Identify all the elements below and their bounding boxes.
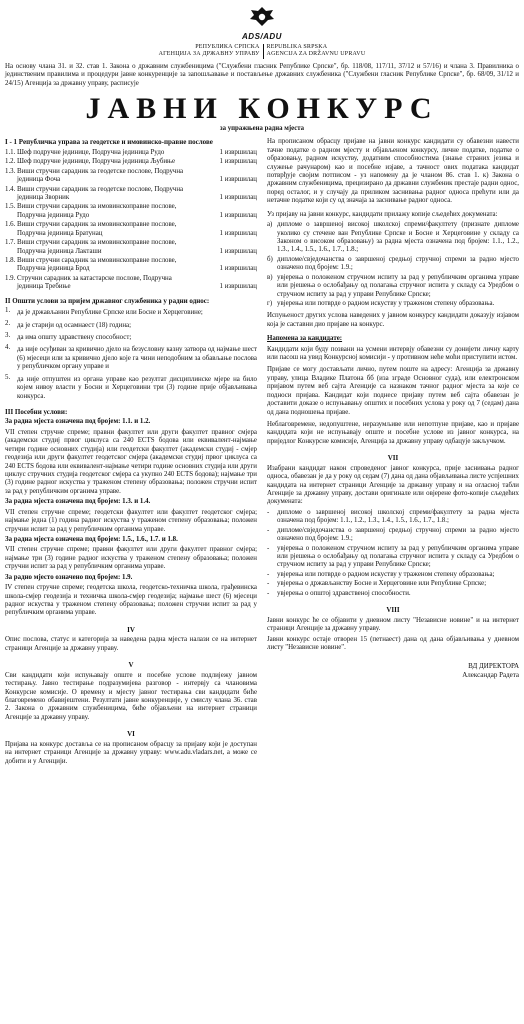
- position-title: Стручни сарадник за катастарске послове, Подручна јединица Требиње: [17, 274, 172, 291]
- logo-text: ADS/ADU: [242, 32, 282, 42]
- section-IV-text: Опис послова, статус и категорија за наведена радна мјеста налази се на интернет страници Агенције за државну управу.: [5, 636, 257, 652]
- position-quantity: 1 извршилац: [219, 211, 257, 219]
- position-quantity: 1 извршилац: [219, 265, 257, 273]
- position-title: Виши стручни сарадник за имовинскоправне послове, Подручна јединица Братунац: [17, 221, 177, 237]
- special-1-text: VII степен стручне спреме; правни факултет или други факултет правног смјера (академски студиј првог циклуса са 240 ECTS бодова или еквивалент-најмање четири године основних студија) или геодетски факултет (академски студиј - смјер геодезија или други факултет геодетског смјера (академски студиј првог циклуса са 240 ECTS бодова или еквивалент-најмање четири године основних студија или други циклус стручних студија геодетског смјера са укупно 240 ECTS бодова); најмање три (3) године радног искуства у траженом степену образовања; положен стручни испит за рад у републичким органима управе.: [5, 428, 257, 495]
- position-item: [5, 221, 257, 238]
- position-number: 1.8.: [5, 256, 16, 264]
- republic-name-latin: REPUBLIKA SRPSKA: [266, 44, 328, 51]
- list-text: увјерења или потврде о радном искуству у траженом степену образовања;: [277, 570, 495, 578]
- general-conditions-list: [5, 307, 257, 403]
- position-quantity: 1 извршилац: [219, 176, 257, 184]
- list-text: дипломе о завршеној високој школској спреми/факултету (признате дипломе уколико су стечене ван Републике Српске и Босне и Херцеговине у складу са Законом о високом образовању) за радна мјеста означена под бројем: 1.1., 1.2., 1.3., 1.4., 1.5., 1.6., 1.7., 1.8.;: [277, 221, 519, 254]
- signature-block: [267, 662, 519, 679]
- position-item: [5, 203, 257, 220]
- general-condition-item: [5, 374, 257, 403]
- section-III-heading: III Посебни услови:: [5, 407, 68, 416]
- position-number: 1.3.: [5, 167, 16, 175]
- special-1-heading: За радна мјеста означена под бројем: 1.1. и 1.2.: [5, 418, 151, 426]
- documents-note: Испуњеност других услова наведених у јавном конкурсу кандидати доказују изјавом која је саставни дио пријаве на конкурс.: [267, 312, 519, 328]
- list-marker: -: [267, 580, 270, 588]
- general-condition-item: [5, 320, 257, 332]
- position-quantity: 1 извршилац: [219, 247, 257, 255]
- special-3-text: VII степен стручне спреме; правни факултет или други факултет правног смјера; најмање три (3) године радног искуства у траженом степену образовања; положен стручни испит за рад у републичким органима управе.: [5, 546, 257, 571]
- list-text: увјерења о положеном стручном испиту за рад у републичким органима управе или рјешења о ослобађању од полагања стручног испита у складу са Уредбом о стручном испиту за рад у управи Републике Српске;: [277, 544, 519, 569]
- document-item: [267, 274, 519, 299]
- condition-number: 3.: [5, 332, 11, 339]
- republic-name-cyrillic: РЕПУБЛИКА СРПСКА: [195, 44, 260, 51]
- position-title: Виши стручни сарадник за имовинскоправне послове, Подручна јединица Брод: [17, 256, 177, 273]
- position-quantity: 1 извршилац: [219, 283, 257, 291]
- agency-logo-icon: [247, 6, 277, 30]
- position-item: [5, 149, 257, 157]
- condition-text: да је држављанин Републике Српске или Босне и Херцеговине;: [17, 309, 203, 317]
- condition-number: 2.: [5, 319, 11, 327]
- documents-intro: Уз пријаву на јавни конкурс, кандидати прилажу копије сљедећих докумената:: [267, 210, 498, 218]
- list-text: дипломе о завршеној високој школској спреми/факултету за радна мјеста означена под бројем: 1.1., 1.2., 1.3., 1.4., 1.5., 1.6., 1.7., 1.8.;: [277, 508, 519, 525]
- special-4-heading: За радно мјесто означено под бројем: 1.9.: [5, 573, 133, 581]
- final-document-item: [267, 580, 519, 588]
- document-title: ЈАВНИ КОНКУРС: [85, 92, 439, 126]
- application-form-text: На прописаном обрасцу пријаве на јавни конкурс кандидати су обавезни навести тачне податке о радном мјесту и објављеном конкурсу, личне податке, податке о образовању, радном искуству, додатним способностима (знање страних језика и служење рачунаром) као и посебне изјаве, а тачност ових података кандидат потврђује својим потписом - уз напомену да је чланом 86. став 1. к) Закона о државним службеницима, прецизирано да државни службеник престаје радни однос, поред осталог, и у случају да приликом заснивања радног односа прећути или да нетачне податке који су од значаја за заснивање радног односа.: [267, 138, 519, 205]
- list-marker: -: [267, 544, 270, 552]
- section-VI-text: Пријава на конкурс доставља се на прописаном обрасцу за пријаву који је доступан на интернет страници Агенције за државну управу: www.adu.vladars.net, а може се добити и у Агенцији.: [5, 740, 257, 765]
- position-number: 1.7.: [5, 239, 16, 247]
- section-VII-heading: VII: [387, 454, 399, 463]
- list-text: увјерења или потврде о радном искуству у траженом степену образовања.: [277, 299, 495, 307]
- intro-paragraph: На основу члана 31. и 32. став 1. Закона о државним службеницима ("Службени гласник Републике Српске", бр. 118/08, 117/11, 37/12 и 57/16) и члана 3. Правилника о јединственим правилима и процедури јавне конкуренције за запошљавање и постављење државних службеника ("Службени гласник Републике Српске", бр. 68/09, 31/12 и 24/15) Агенција за државну управу, расписује: [5, 62, 519, 87]
- position-number: 1.6.: [5, 221, 16, 229]
- section-IV-heading: IV: [127, 625, 135, 634]
- list-marker: б): [267, 255, 273, 263]
- final-document-item: [267, 527, 519, 544]
- final-document-item: [267, 590, 519, 598]
- left-column: [5, 136, 257, 768]
- final-document-item: [267, 545, 519, 570]
- special-3-heading: За радна мјеста означена под бројем: 1.5., 1.6., 1.7. и 1.8.: [5, 535, 178, 543]
- final-document-item: [267, 571, 519, 579]
- position-item: [5, 158, 257, 166]
- position-item: [5, 186, 257, 203]
- section-VIII-text-1: Јавни конкурс ће се објавити у дневном листу "Независне новине" и на интернет страници Агенције за државну управу.: [267, 616, 519, 633]
- position-title: Виши стручни сарадник за имовинскоправне послове, Подручна јединица Рудо: [17, 203, 177, 219]
- general-condition-item: [5, 332, 257, 344]
- note-text-3: Неблаговремене, недопуштене, неразумљиве или непотпуне пријаве, као и пријаве кандидата који не испуњавају опште и посебне услове из јавног конкурса, на приједлог Конкурсне комисије, Агенција за државну управу одбацује закључком.: [267, 421, 519, 445]
- agency-name-cyrillic: АГЕНЦИЈА ЗА ДРЖАВНУ УПРАВУ: [158, 51, 260, 58]
- condition-number: 4.: [5, 344, 11, 352]
- section-V-heading: V: [128, 661, 134, 670]
- position-quantity: 1 извршилац: [219, 229, 257, 237]
- position-item: [5, 239, 257, 256]
- condition-number: 1.: [5, 307, 11, 315]
- signature-title: ВД ДИРЕКТОРА: [468, 662, 519, 671]
- position-number: 1.2.: [5, 158, 16, 166]
- section-VI-heading: VI: [127, 730, 135, 739]
- condition-text: да је старији од осамнаест (18) година;: [17, 321, 132, 329]
- list-marker: -: [267, 508, 270, 516]
- position-title: Виши стручни сарадник за геодетске послове, Подручна јединица Фоча: [17, 167, 184, 184]
- position-quantity: 1 извршилац: [219, 193, 257, 201]
- list-text: дипломе/свједочанства о завршеној средњој стручној спреми за радно мјесто означено под бројем: 1.9.;: [277, 255, 519, 272]
- list-text: дипломе/свједочанства о завршеној средњој стручној спреми за радно мјесто означено под бројем: 1.9.;: [277, 526, 519, 543]
- section-VIII-text-2: Јавни конкурс остаје отворен 15 (петнаест) дана од дана објављивања у дневном листу "Независне новине".: [267, 635, 519, 651]
- general-condition-item: [5, 307, 257, 319]
- list-marker: -: [267, 589, 270, 597]
- list-marker: а): [267, 221, 273, 229]
- general-condition-item: [5, 344, 257, 373]
- position-item: [5, 257, 257, 274]
- position-number: 1.5.: [5, 203, 16, 211]
- list-marker: г): [267, 299, 273, 307]
- condition-text: да није осуђиван за кривично дјело на безусловну казну затвора од најмање шест (6) мјесеци или за кривично дјело које га чини неподобним за обављање послова у републичком органу управе и: [17, 346, 257, 371]
- special-2-heading: За радна мјеста означена под бројем: 1.3. и 1.4.: [5, 498, 151, 506]
- final-documents-list: [267, 509, 519, 598]
- note-text-2: Пријаве се могу достављати лично, путем поште на адресу: Агенција за државну управу, улица Владике Платона бб (иза зграде Основног суда), или електронском пријавом путем веб сајта Агенције са назнаком тачног радног мјеста за које се подноси пријава. Кандидат који поднесе пријаву путем веб сајта обавезан је доставити доказе о испуњавању општих и посебних услова у року од 7 (седам) дана од дана подношења пријаве.: [267, 366, 519, 416]
- position-number: 1.1.: [5, 148, 16, 156]
- list-marker: -: [267, 526, 270, 534]
- documents-list: [267, 221, 519, 308]
- document-subtitle: за упражњена радна мјеста: [219, 125, 305, 133]
- list-marker: в): [267, 273, 273, 281]
- condition-text: да има општу здравствену способност;: [17, 334, 132, 341]
- signature-name: Александар Радета: [462, 670, 519, 679]
- position-item: [5, 168, 257, 185]
- position-title: Шеф подручне јединице, Подручна јединица Љубиње: [17, 158, 176, 166]
- final-document-item: [267, 509, 519, 526]
- section-II-heading: II Општи услови за пријем државног службеника у радни однос:: [5, 296, 210, 305]
- list-marker: -: [267, 570, 270, 578]
- condition-number: 5.: [5, 373, 11, 381]
- positions-list: [5, 149, 257, 292]
- right-column: [267, 136, 519, 768]
- document-item: [267, 221, 519, 255]
- section-VIII-heading: VIII: [386, 606, 400, 615]
- position-quantity: 1 извршилац: [219, 158, 257, 166]
- section-I-heading: I - 1 Републичка управа за геодетске и имовинско-правне послове: [5, 138, 213, 147]
- list-text: увјерења о положеном стручном испиту за рад у републичким органима управе или рјешења о ослобађању од полагања стручног испита у складу са Уредбом о стручном испиту за рад у управи Републике Српске;: [277, 273, 519, 298]
- condition-text: да није отпуштен из органа управе као резултат дисциплинске мјере на било којем нивоу власти у Босни и Херцеговини три (3) године прије објављивања конкурса.: [17, 375, 257, 400]
- header: [5, 4, 519, 59]
- position-number: 1.4.: [5, 185, 16, 193]
- position-item: [5, 275, 257, 292]
- special-4-text: IV степен стручне спреме; геодетска школа, геодетско-техничка школа, грађевинска школа-смјер геодезија и техничка школа-смјер геодезија; најмање шест (6) мјесеци радног искуства у траженом степену образовања; положен стручни испит за рад у републичким органима управе.: [5, 584, 257, 617]
- position-title: Шеф подручне јединице, Подручна јединица Рудо: [17, 148, 165, 156]
- position-title: Виши стручни сарадник за геодетске послове, Подручна јединица Зворник: [17, 185, 184, 201]
- section-V-text: Сви кандидати који испуњавају опште и посебне услове подлијежу јавном тестирању. Јавно тестирање подразумијева разговор - интервју са члановима Конкурсне комисије. О времену и мјесту јавног тестирања сви кандидати биће благовремено обавијештени. Резултати јавне конкуренције, у смислу члана 36. став 2. Закона о државним службеницима, биће објављени на интернет страници Агенције за државну управу.: [5, 671, 257, 721]
- document-item: [267, 300, 519, 308]
- document-item: [267, 256, 519, 273]
- position-title: Виши стручни сарадник за имовинскоправне послове, Подручна јединица Лакташи: [17, 239, 177, 255]
- list-text: увјерења о општој здравственој способности.: [277, 589, 411, 597]
- note-text-1: Кандидати који буду позвани на усмени интервју обавезни су донијети личну карту или пасош на увид Конкурсној комисији - у противном неће моћи приступити истом.: [267, 345, 519, 362]
- special-2-text: VII степен стручне спреме; геодетски факултет или факултет геодетског смјера; најмање једна (1) година радног искуства у траженом степену образовања; положен стручни испит за рад у републичким органима управе.: [5, 508, 257, 533]
- section-VII-text: Изабрани кандидат након спроведеног јавног конкурса, прије заснивања радног односа, обавезан је да у року од седам (7) дана од дана објављивања листе успјешних кандидата на интернет страници Агенције за државну управу и на огласној табли Агенције за државну управу, достави оригинале или овјерене фото-копије сљедећих докумената:: [267, 464, 519, 506]
- agency-name-latin: AGENCIJA ZA DRŽAVNU UPRAVU: [266, 51, 366, 58]
- list-text: увјерења о држављанству Босне и Херцеговине или Републике Српске;: [277, 580, 487, 588]
- position-number: 1.9.: [5, 274, 16, 282]
- note-heading: Напомена за кандидате:: [267, 335, 343, 343]
- position-quantity: 1 извршилац: [219, 148, 257, 156]
